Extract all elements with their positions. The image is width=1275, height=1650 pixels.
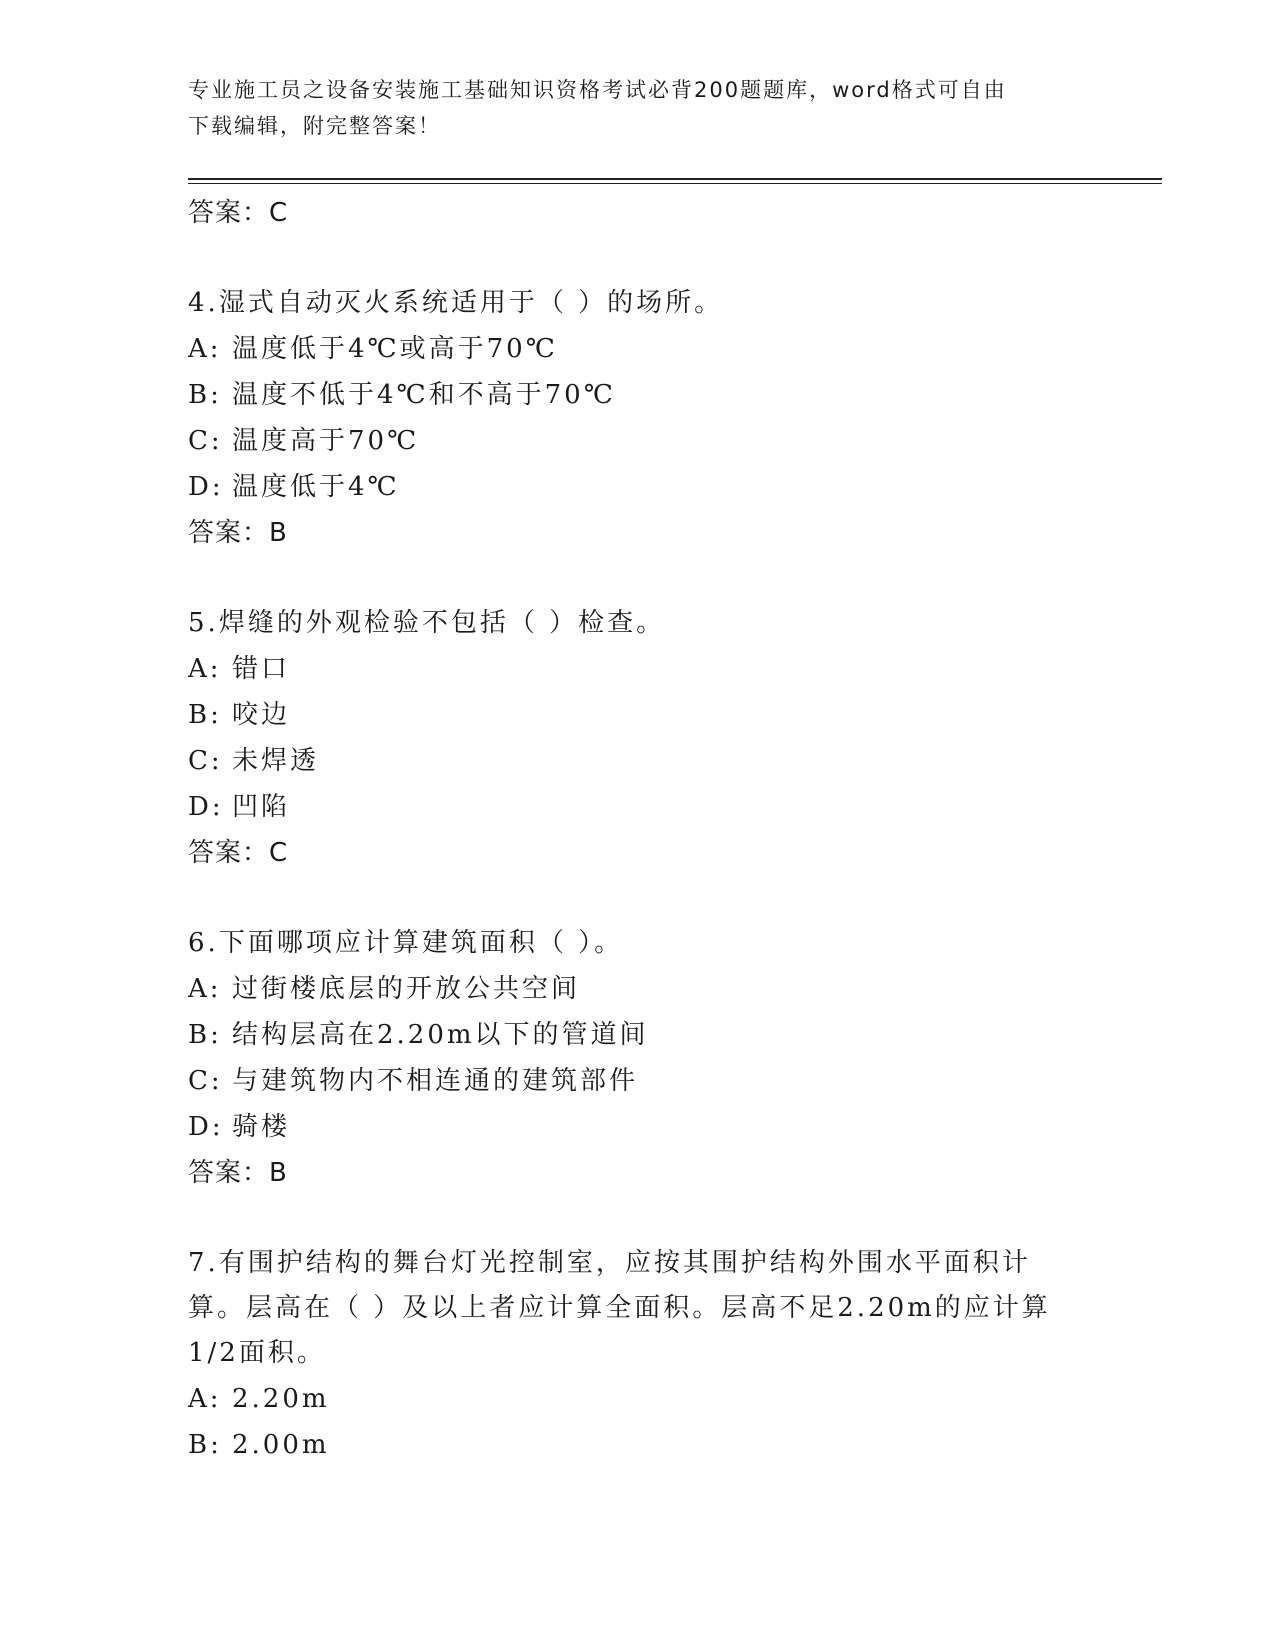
question-stem (188, 921, 1088, 966)
option-text: 结构层高在2.20m以下的管道间 (232, 1020, 649, 1050)
answer-prefix: 答案： (188, 1158, 270, 1188)
option-text: 温度低于4℃ (232, 472, 400, 502)
option-b (188, 1012, 1088, 1058)
question-text: 下面哪项应计算建筑面积（ ）。 (218, 928, 624, 958)
answer-value: C (269, 838, 289, 868)
spacer (188, 1196, 1088, 1241)
option-text: 过街楼底层的开放公共空间 (232, 974, 581, 1004)
option-letter: B: (188, 1430, 222, 1460)
header-line-2: 下载编辑，附完整答案！ (188, 114, 441, 138)
answer-line (188, 1150, 1088, 1196)
question-text: 湿式自动灭火系统适用于（ ）的场所。 (218, 288, 724, 318)
option-text: 与建筑物内不相连通的建筑部件 (232, 1066, 639, 1096)
option-text: 未焊透 (232, 746, 320, 776)
option-c (188, 418, 1088, 464)
document-header (188, 72, 1088, 144)
option-b (188, 372, 1088, 418)
option-b (188, 692, 1088, 738)
header-rule-thick (188, 178, 1162, 180)
option-text: 温度不低于4℃和不高于70℃ (232, 380, 616, 410)
answer-prefix: 答案： (188, 838, 270, 868)
option-text: 温度低于4℃或高于70℃ (232, 334, 558, 364)
question-number: 7. (188, 1248, 219, 1278)
spacer (188, 236, 1088, 281)
answer-value: B (269, 1158, 288, 1188)
answer-line (188, 830, 1088, 876)
question-stem (188, 601, 1088, 646)
option-d (188, 784, 1088, 830)
header-rule-thin (188, 183, 1162, 184)
option-letter: B: (188, 380, 222, 410)
question-text: 有围护结构的舞台灯光控制室，应按其围护结构外围水平面积计算。层高在（ ）及以上者应计算全面积。层高不足2.20m的应计算1/2面积。 (188, 1248, 1051, 1368)
option-letter: B: (188, 700, 222, 730)
option-letter: A: (188, 1384, 222, 1414)
answer-line (188, 190, 1088, 236)
option-d (188, 464, 1088, 510)
answer-value: B (269, 518, 288, 548)
answer-value: C (269, 198, 289, 228)
option-text: 咬边 (232, 700, 291, 730)
option-c (188, 738, 1088, 784)
option-b (188, 1422, 1088, 1468)
option-letter: A: (188, 334, 222, 364)
option-letter: B: (188, 1020, 222, 1050)
question-stem (188, 1241, 1088, 1376)
option-letter: C: (188, 426, 223, 456)
option-letter: D: (188, 1112, 224, 1142)
option-c (188, 1058, 1088, 1104)
spacer (188, 876, 1088, 921)
question-number: 5. (188, 608, 219, 638)
option-text: 2.00m (232, 1430, 330, 1460)
option-letter: A: (188, 654, 222, 684)
option-letter: C: (188, 1066, 223, 1096)
option-text: 2.20m (232, 1384, 330, 1414)
question-stem (188, 281, 1088, 326)
answer-prefix: 答案： (188, 198, 270, 228)
answer-prefix: 答案： (188, 518, 270, 548)
option-text: 凹陷 (232, 792, 291, 822)
answer-line (188, 510, 1088, 556)
option-text: 骑楼 (232, 1112, 291, 1142)
option-text: 温度高于70℃ (232, 426, 420, 456)
header-line-1: 专业施工员之设备安装施工基础知识资格考试必背200题题库，word格式可自由 (188, 78, 1007, 102)
option-a (188, 646, 1088, 692)
option-letter: D: (188, 792, 224, 822)
option-letter: D: (188, 472, 224, 502)
question-text: 焊缝的外观检验不包括（ ）检查。 (218, 608, 666, 638)
question-number: 4. (188, 288, 219, 318)
option-letter: A: (188, 974, 222, 1004)
option-d (188, 1104, 1088, 1150)
option-a (188, 1376, 1088, 1422)
option-text: 错口 (232, 654, 291, 684)
spacer (188, 556, 1088, 601)
option-letter: C: (188, 746, 223, 776)
question-number: 6. (188, 928, 219, 958)
option-a (188, 966, 1088, 1012)
option-a (188, 326, 1088, 372)
question-list (188, 190, 1088, 1468)
